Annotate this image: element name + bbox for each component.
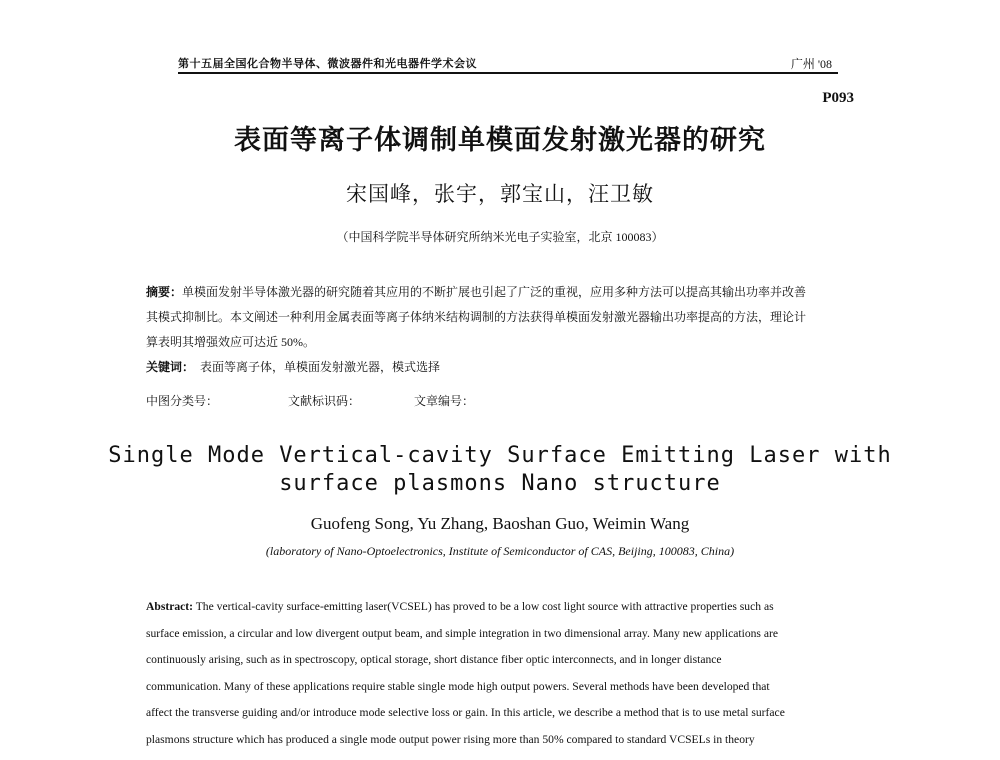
clc-label: 中图分类号： [146,394,219,408]
chinese-authors: 宋国峰，张宇，郭宝山，汪卫敏 [346,182,654,206]
chinese-title: 表面等离子体调制单模面发射激光器的研究 [234,125,766,156]
header-rule [178,72,838,74]
english-abstract-line: communication. Many of these applications require stable single mode high output powers. Several methods have been developed that [146,679,770,693]
chinese-abstract-label: 摘要： [146,285,183,299]
english-affiliation: (laboratory of Nano-Optoelectronics, Institute of Semiconductor of CAS, Beijing, 100083, China) [265,544,735,558]
english-title [0,442,1000,498]
classification-row [146,392,474,409]
english-abstract-line: Abstract: The vertical-cavity surface-emitting laser(VCSEL) has proved to be a low cost light source with attractive properties such as [146,600,774,613]
english-abstract-line: affect the transverse guiding and/or introduce mode selective loss or gain. In this article, we describe a method that is to use metal surface [146,706,785,719]
article-no-label: 文章编号： [414,394,475,408]
english-title-line: surface plasmons Nano structure [279,471,721,496]
english-abstract-line: surface emission, a circular and low divergent output beam, and simple integration in two dimensional array. Many new applications are [146,626,778,640]
english-abstract-label: Abstract: [146,600,194,613]
english-abstract [146,594,858,753]
chinese-keywords-value: 表面等离子体，单模面发射激光器，模式选择 [200,360,441,374]
english-title-line: Single Mode Vertical-cavity Surface Emitting Laser with [108,443,892,468]
english-abstract-line: plasmons structure which has produced a single mode output power rising more than 50% compared to standard VCSELs in theory [146,732,755,746]
conference-name: 第十五届全国化合物半导体、微波器件和光电器件学术会议 [178,58,477,70]
chinese-keywords [146,355,858,380]
paper-code: P093 [822,90,854,106]
chinese-keywords-label: 关键词： [146,360,195,374]
english-authors: Guofeng Song, Yu Zhang, Baoshan Guo, Weimin Wang [310,514,690,533]
chinese-abstract [146,280,858,380]
chinese-affiliation: （中国科学院半导体研究所纳米光电子实验室，北京 100083） [336,230,664,244]
conference-location-year: 广州 '08 [790,57,832,71]
running-header [178,55,838,71]
english-abstract-line: continuously arising, such as in spectroscopy, optical storage, short distance fiber optic interconnects, and in longer distance [146,653,722,666]
chinese-abstract-line: 算表明其增强效应可达近 50%。 [146,335,315,349]
doc-code-label: 文献标识码： [288,394,361,408]
chinese-abstract-line: 其模式抑制比。本文阐述一种利用金属表面等离子体纳米结构调制的方法获得单模面发射激光器输出功率提高的方法，理论计 [146,310,807,324]
chinese-abstract-line: 摘要：单模面发射半导体激光器的研究随着其应用的不断扩展也引起了广泛的重视，应用多种方法可以提高其输出功率并改善 [146,285,807,299]
